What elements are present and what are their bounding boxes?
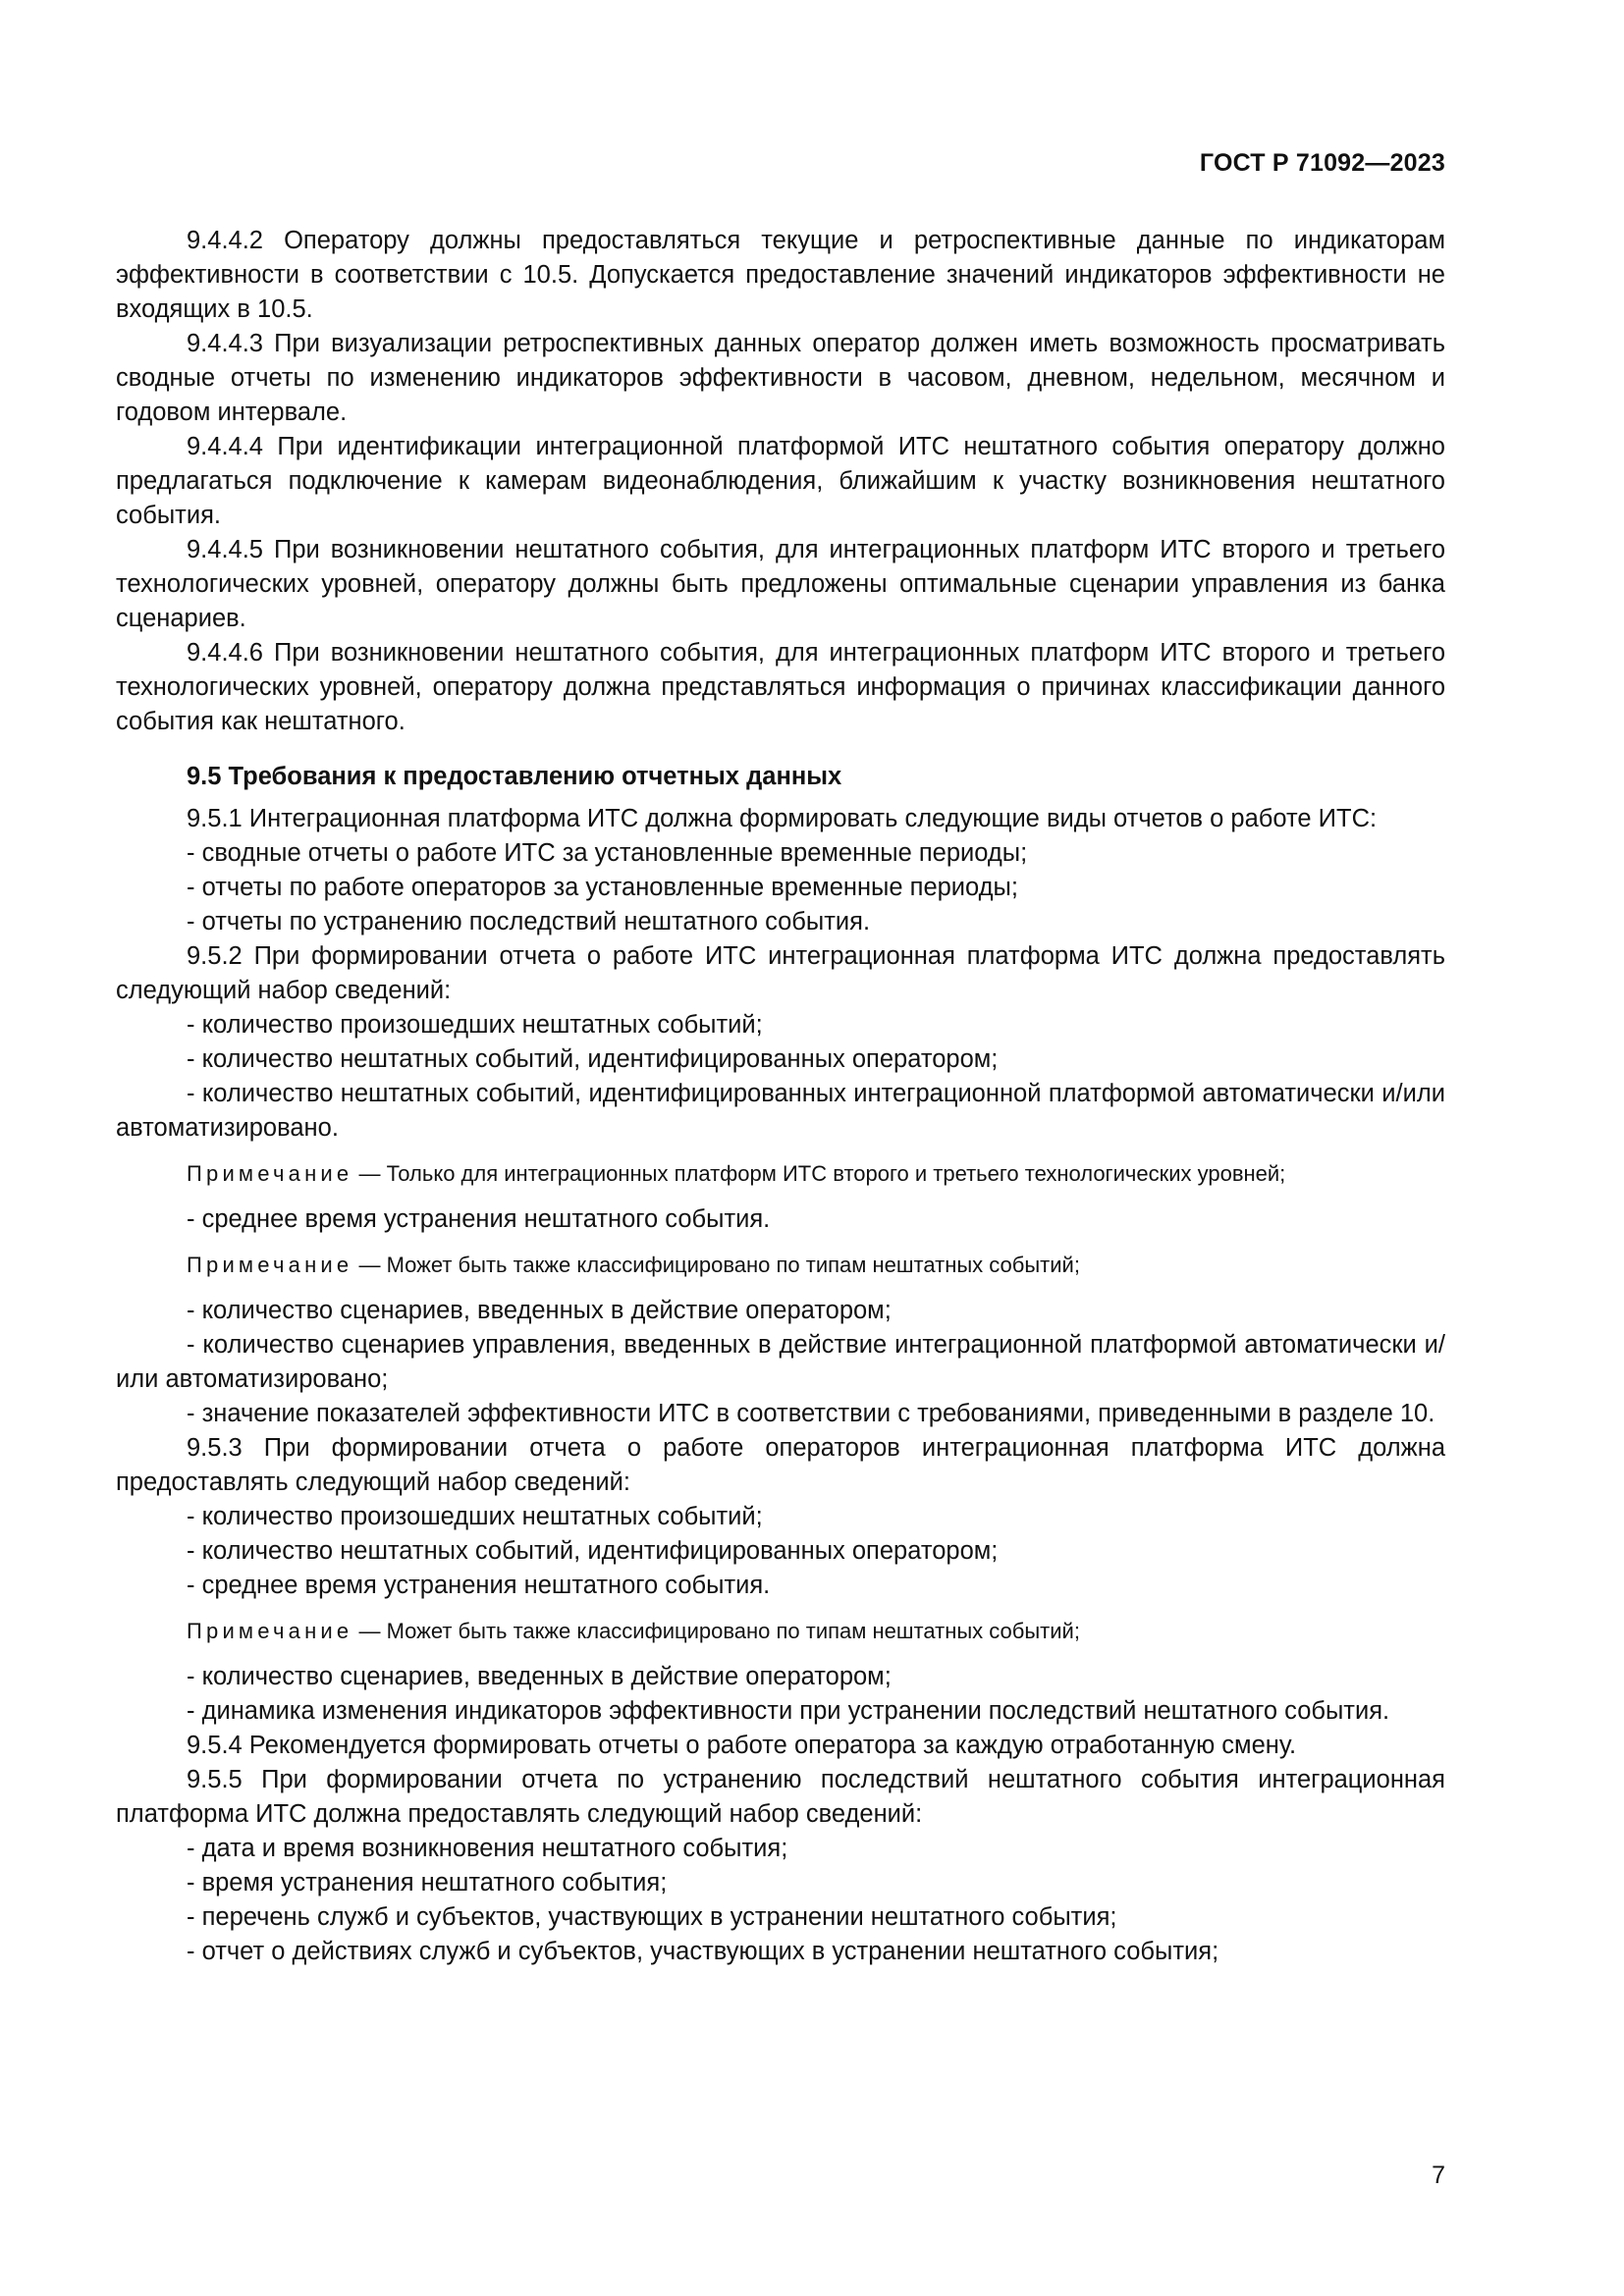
note-text: — Только для интеграционных платформ ИТС второго и третьего технологических уровней; xyxy=(352,1161,1286,1186)
note-label: Примечание xyxy=(187,1619,353,1643)
document-code-header: ГОСТ Р 71092—2023 xyxy=(1199,149,1445,177)
list-item: - время устранения нештатного события; xyxy=(187,1869,668,1896)
note-label: Примечание xyxy=(187,1253,353,1277)
paragraph: 9.4.4.3 При визуализации ретроспективных данных оператор должен иметь возможность просматривать сводные отчеты по изменению индикаторов эффективности в часовом, дневном, недельном, месячном и годовом интервале. xyxy=(116,330,1445,426)
list-item: - отчеты по работе операторов за установленные временные периоды; xyxy=(187,874,1018,901)
list-item: - количество нештатных событий, идентифицированных оператором; xyxy=(187,1537,999,1565)
list-item: - количество нештатных событий, идентифицированных оператором; xyxy=(187,1045,999,1073)
paragraph: 9.5.2 При формировании отчета о работе ИТС интеграционная платформа ИТС должна предоставлять следующий набор сведений: xyxy=(116,942,1445,1004)
paragraph: 9.5.3 При формировании отчета о работе операторов интеграционная платформа ИТС должна предоставлять следующий набор сведений: xyxy=(116,1434,1445,1496)
list-item: - количество сценариев, введенных в действие оператором; xyxy=(187,1663,892,1690)
list-item: - перечень служб и субъектов, участвующих в устранении нештатного события; xyxy=(187,1903,1117,1931)
note xyxy=(116,1159,1445,1189)
section-heading: 9.5 Требования к предоставлению отчетных данных xyxy=(187,763,842,790)
paragraph: 9.4.4.2 Оператору должны предоставляться текущие и ретроспективные данные по индикаторам эффективности в соответствии с 10.5. Допускается предоставление значений индикаторов эффективности не входящих в 10.5. xyxy=(116,227,1445,323)
paragraph: 9.5.5 При формировании отчета по устранению последствий нештатного события интеграционная платформа ИТС должна предоставлять следующий набор сведений: xyxy=(116,1766,1445,1828)
list-item: - отчеты по устранению последствий нештатного события. xyxy=(187,908,871,935)
note-text: — Может быть также классифицировано по типам нештатных событий; xyxy=(352,1619,1080,1643)
list-item: - среднее время устранения нештатного события. xyxy=(187,1205,771,1233)
paragraph: 9.5.4 Рекомендуется формировать отчеты о работе оператора за каждую отработанную смену. xyxy=(187,1732,1297,1759)
section-spacer xyxy=(116,739,1445,759)
paragraph: 9.5.1 Интеграционная платформа ИТС должна формировать следующие виды отчетов о работе ИТС: xyxy=(187,805,1378,832)
note xyxy=(116,1617,1445,1646)
list-item: - количество произошедших нештатных событий; xyxy=(187,1503,763,1530)
paragraph: 9.4.4.4 При идентификации интеграционной платформой ИТС нештатного события оператору должно предлагаться подключение к камерам видеонаблюдения, ближайшим к участку возникновения нештатного события. xyxy=(116,433,1445,529)
list-item: - количество нештатных событий, идентифицированных интеграционной платформой автоматически и/или автоматизировано. xyxy=(116,1080,1445,1142)
paragraph: 9.4.4.5 При возникновении нештатного события, для интеграционных платформ ИТС второго и третьего технологических уровней, оператору должны быть предложены оптимальные сценарии управления из банка сценариев. xyxy=(116,536,1445,632)
note-text: — Может быть также классифицировано по типам нештатных событий; xyxy=(352,1253,1080,1277)
list-item: - среднее время устранения нештатного события. xyxy=(187,1572,771,1599)
list-item: - значение показателей эффективности ИТС в соответствии с требованиями, приведенными в разделе 10. xyxy=(187,1400,1435,1427)
list-item: - сводные отчеты о работе ИТС за установленные временные периоды; xyxy=(187,839,1028,867)
paragraph: 9.4.4.6 При возникновении нештатного события, для интеграционных платформ ИТС второго и третьего технологических уровней, оператору должна представляться информация о причинах классификации данного события как нештатного. xyxy=(116,639,1445,735)
note-label: Примечание xyxy=(187,1161,353,1186)
list-item: - отчет о действиях служб и субъектов, участвующих в устранении нештатного события; xyxy=(187,1938,1219,1965)
note xyxy=(116,1251,1445,1280)
document-body xyxy=(116,224,1445,1969)
list-item: - количество сценариев управления, введенных в действие интеграционной платформой автоматически и/или автоматизировано; xyxy=(116,1331,1445,1393)
list-item: - количество сценариев, введенных в действие оператором; xyxy=(187,1297,892,1324)
list-item: - количество произошедших нештатных событий; xyxy=(187,1011,763,1039)
page-number: 7 xyxy=(1432,2162,1445,2189)
list-item: - динамика изменения индикаторов эффективности при устранении последствий нештатного события. xyxy=(187,1697,1390,1725)
list-item: - дата и время возникновения нештатного события; xyxy=(187,1835,788,1862)
